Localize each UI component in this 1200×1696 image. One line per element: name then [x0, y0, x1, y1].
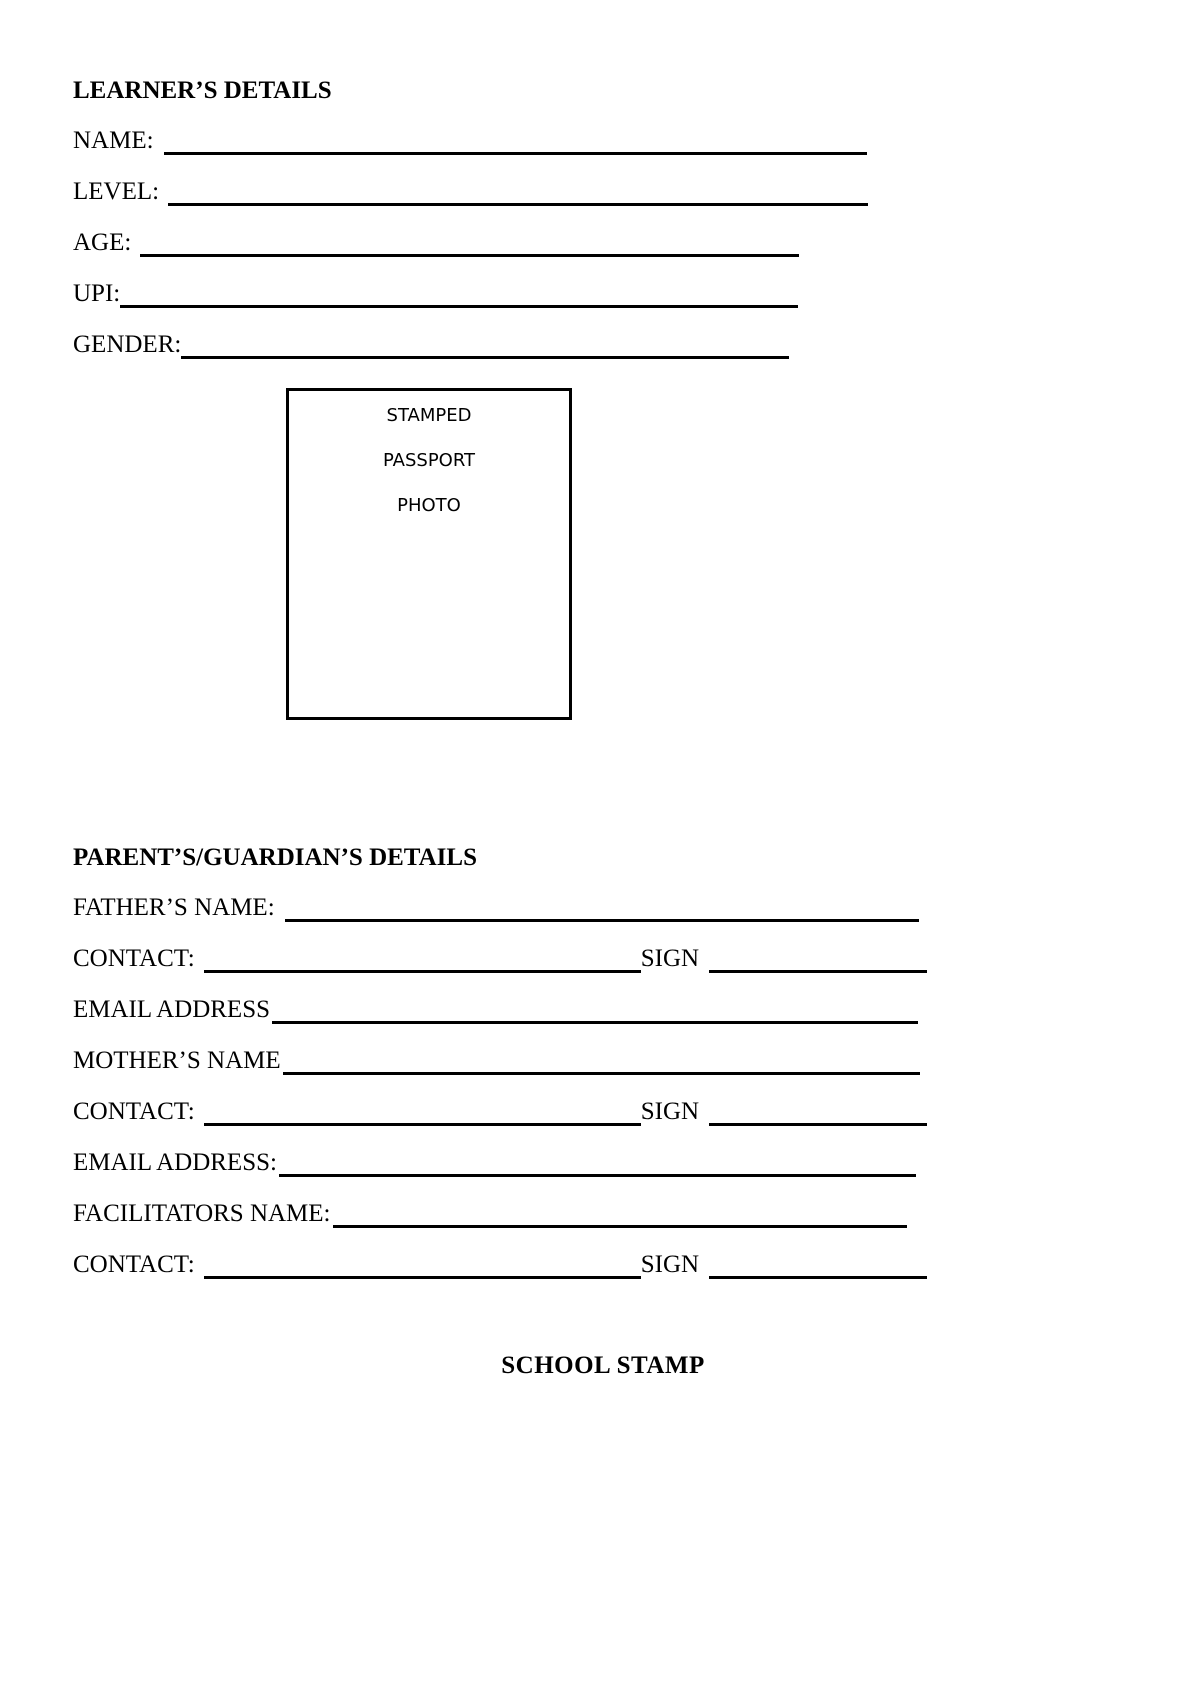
learner-name-label: NAME: — [73, 127, 154, 154]
facilitator-name-label: FACILITATORS NAME: — [73, 1200, 331, 1227]
father-sign-label: SIGN — [640, 945, 700, 972]
father-email-row — [73, 993, 918, 1027]
learner-age-row — [73, 226, 799, 260]
facilitator-sign-field[interactable] — [709, 1276, 927, 1279]
facilitator-sign-label: SIGN — [640, 1251, 700, 1278]
mother-contact-row — [73, 1095, 927, 1129]
passport-photo-box — [286, 388, 572, 720]
father-contact-row — [73, 942, 927, 976]
mother-email-label: EMAIL ADDRESS: — [73, 1149, 277, 1176]
father-name-label: FATHER’S NAME: — [73, 894, 275, 921]
facilitator-contact-label: CONTACT: — [73, 1251, 195, 1278]
mother-email-row — [73, 1146, 916, 1180]
mother-name-field[interactable] — [283, 1072, 920, 1075]
learner-name-row — [73, 124, 867, 158]
mother-email-field[interactable] — [279, 1174, 916, 1177]
father-contact-field[interactable] — [204, 970, 641, 973]
mother-sign-label: SIGN — [640, 1098, 700, 1125]
father-email-label: EMAIL ADDRESS — [73, 996, 271, 1023]
mother-contact-field[interactable] — [204, 1123, 641, 1126]
learner-age-field[interactable] — [140, 254, 799, 257]
mother-sign-field[interactable] — [709, 1123, 927, 1126]
school-stamp-label: SCHOOL STAMP — [501, 1352, 705, 1379]
learner-gender-row — [73, 328, 789, 362]
learner-details-heading: LEARNER’S DETAILS — [73, 77, 332, 104]
mother-name-label: MOTHER’S NAME — [73, 1047, 281, 1074]
learner-level-row — [73, 175, 868, 209]
facilitator-name-row — [73, 1197, 907, 1231]
father-sign-field[interactable] — [709, 970, 927, 973]
learner-upi-field[interactable] — [120, 305, 798, 308]
facilitator-contact-row — [73, 1248, 927, 1282]
mother-contact-label: CONTACT: — [73, 1098, 195, 1125]
mother-name-row — [73, 1044, 920, 1078]
father-name-row — [73, 891, 919, 925]
learner-level-field[interactable] — [168, 203, 868, 206]
facilitator-name-field[interactable] — [333, 1225, 907, 1228]
learner-gender-label: GENDER: — [73, 331, 182, 358]
father-name-field[interactable] — [285, 919, 919, 922]
photo-box-line-1: STAMPED — [386, 405, 472, 426]
parent-details-heading: PARENT’S/GUARDIAN’S DETAILS — [73, 844, 477, 871]
photo-box-line-3: PHOTO — [397, 495, 461, 516]
learner-age-label: AGE: — [73, 229, 132, 256]
facilitator-contact-field[interactable] — [204, 1276, 641, 1279]
photo-box-line-2: PASSPORT — [382, 450, 476, 471]
father-contact-label: CONTACT: — [73, 945, 195, 972]
learner-upi-label: UPI: — [73, 280, 121, 307]
learner-upi-row — [73, 277, 798, 311]
learner-gender-field[interactable] — [181, 356, 789, 359]
learner-level-label: LEVEL: — [73, 178, 160, 205]
father-email-field[interactable] — [272, 1021, 918, 1024]
learner-name-field[interactable] — [164, 152, 867, 155]
